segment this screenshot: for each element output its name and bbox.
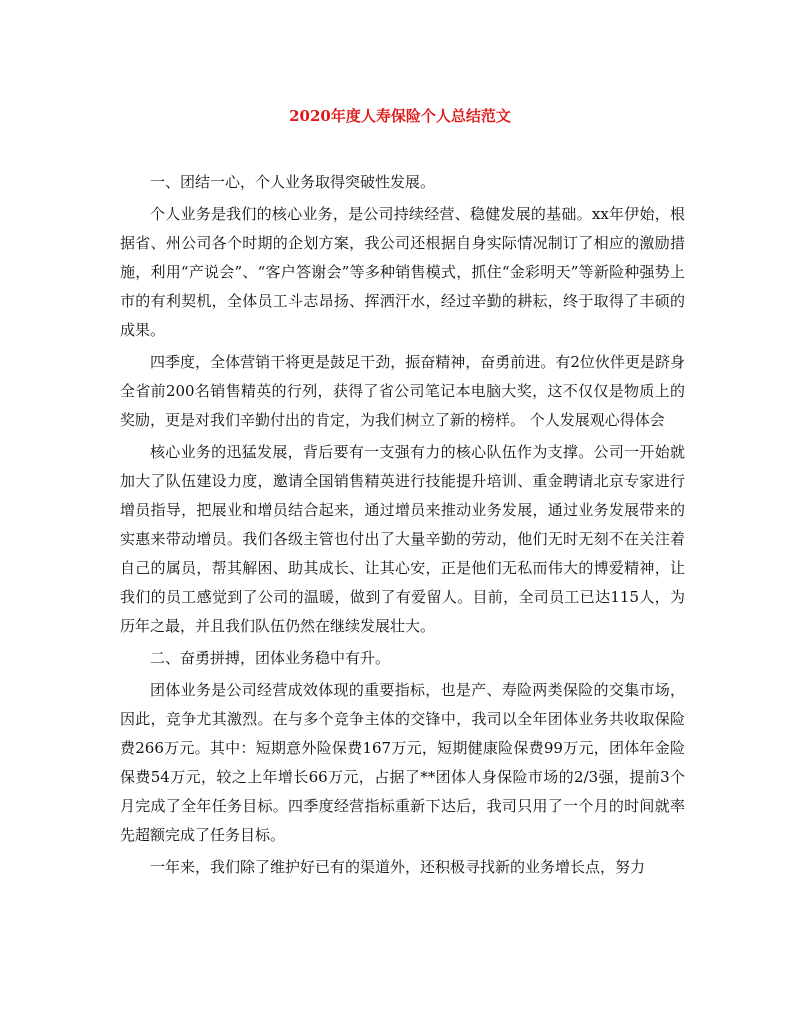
section-heading-2: 二、奋勇拼搏，团体业务稳中有升。 <box>150 649 391 667</box>
paragraph-fourth-quarter: 四季度，全体营销干将更是鼓足干劲，振奋精神，奋勇前进。有2位伙伴更是跻身全省前200名销售精英的行列，获得了省公司笔记本电脑大奖，这不仅仅是物质上的奖励，更是对我们辛勤付出的肯定，为我们树立了新的榜样。 个人发展观心得体会 <box>120 353 685 429</box>
section-heading-1: 一、团结一心，个人业务取得突破性发展。 <box>150 173 436 191</box>
paragraph-individual-business: 个人业务是我们的核心业务，是公司持续经营、稳健发展的基础。xx年伊始，根据省、州公司各个时期的企划方案，我公司还根据自身实际情况制订了相应的激励措施，利用“产说会”、“客户答谢会”等多种销售模式，抓住“金彩明天”等新险种强势上市的有利契机，全体员工斗志昂扬、挥洒汗水，经过辛勤的耕耘，终于取得了丰硕的成果。 <box>120 205 685 339</box>
document-title: 2020年度人寿保险个人总结范文 <box>289 107 511 125</box>
document-body <box>120 168 685 885</box>
paragraph-group-business: 团体业务是公司经营成效体现的重要指标，也是产、寿险两类保险的交集市场，因此，竞争尤其激烈。在与多个竞争主体的交锋中，我司以全年团体业务共收取保险费266万元。其中：短期意外险保费167万元，短期健康险保费99万元，团体年金险保费54万元，较之上年增长66万元，占据了**团体人身保险市场的2/3强，提前3个月完成了全年任务目标。四季度经营指标重新下达后，我司只用了一个月的时间就率先超额完成了任务目标。 <box>120 681 685 844</box>
paragraph-core-team: 核心业务的迅猛发展，背后要有一支强有力的核心队伍作为支撑。公司一开始就加大了队伍建设力度，邀请全国销售精英进行技能提升培训、重金聘请北京专家进行增员指导，把展业和增员结合起来，通过增员来推动业务发展，通过业务发展带来的实惠来带动增员。我们各级主管也付出了大量辛勤的劳动，他们无时无刻不在关注着自己的属员，帮其解困、助其成长、让其心安，正是他们无私而伟大的博爱精神，让我们的员工感觉到了公司的温暖，做到了有爱留人。目前，全司员工已达115人，为历年之最，并且我们队伍仍然在继续发展壮大。 <box>120 443 685 635</box>
paragraph-year-summary: 一年来，我们除了维护好已有的渠道外，还积极寻找新的业务增长点，努力 <box>150 858 646 876</box>
